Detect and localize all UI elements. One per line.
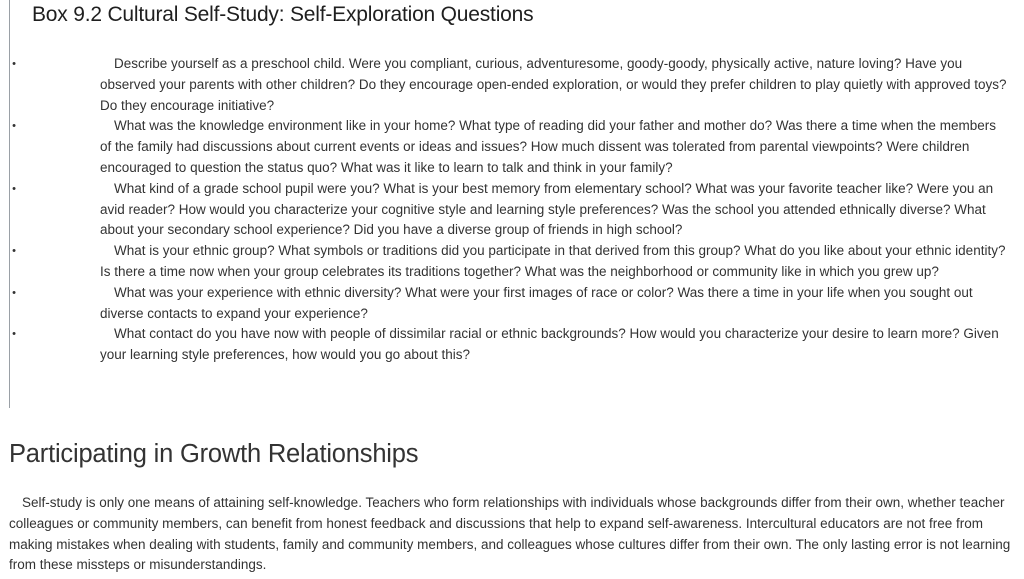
question-item — [12, 241, 1010, 283]
question-text: Describe yourself as a preschool child. Were you compliant, curious, adventuresome, goody-goody, physically active, nature loving? Have you observed your parents with other children? Do they encourage open-ended exploration, or would they prefer children to play quietly with approved toys? Do they encourage initiative? — [100, 56, 1007, 113]
question-item — [12, 179, 1010, 241]
question-list — [12, 54, 1010, 366]
box-9-2 — [9, 0, 1024, 408]
question-text: What was your experience with ethnic diversity? What were your first images of race or color? Was there a time in your life when you sought out diverse contacts to expand your experience? — [100, 284, 973, 321]
question-text: What kind of a grade school pupil were you? What is your best memory from elementary school? What was your favorite teacher like? Were you an avid reader? How would you characterize your cognitive style and learning style preferences? Was the school you attended ethnically diverse? What about your secondary school experience? Did you have a diverse group of friends in high school? — [100, 180, 994, 238]
bullet-icon: • — [12, 328, 16, 341]
bullet-icon: • — [12, 58, 16, 70]
question-item — [12, 283, 1010, 325]
section-heading: Participating in Growth Relationships — [9, 440, 419, 468]
bullet-icon: • — [12, 182, 16, 195]
body-paragraph: Self-study is only one means of attaining self-knowledge. Teachers who form relationships with individuals whose backgrounds differ from their own, whether teacher colleagues or community members, can benefit from honest feedback and discussions that help to expand self-awareness. Intercultural educators are not free from making mistakes when dealing with students, family and community members, and colleagues whose cultures differ from their own. The only lasting error is not learning from these missteps or misunderstandings. — [9, 495, 1011, 573]
bullet-icon: • — [12, 120, 16, 133]
question-text: What is your ethnic group? What symbols or traditions did you participate in that derived from this group? What do you like about your ethnic identity? Is there a time now when your group celebrates its traditions together? What was the neighborhood or community like in which you grew up? — [100, 243, 1006, 279]
question-text: What was the knowledge environment like in your home? What type of reading did your father and mother do? Was there a time when the members of the family had discussions about current events or ideas and issues? How much dissent was tolerated from parental viewpoints? Were children encouraged to question the status quo? What was it like to learn to talk and think in your family? — [100, 118, 996, 175]
question-item — [12, 54, 1010, 116]
question-item — [12, 324, 1010, 366]
question-item — [12, 116, 1010, 178]
question-text: What contact do you have now with people of dissimilar racial or ethnic backgrounds? How would you characterize your desire to learn more? Given your learning style preferences, how would you go about this? — [100, 326, 999, 363]
bullet-icon: • — [12, 245, 16, 258]
bullet-icon: • — [12, 286, 16, 299]
box-title: Box 9.2 Cultural Self-Study: Self-Exploration Questions — [32, 3, 534, 26]
